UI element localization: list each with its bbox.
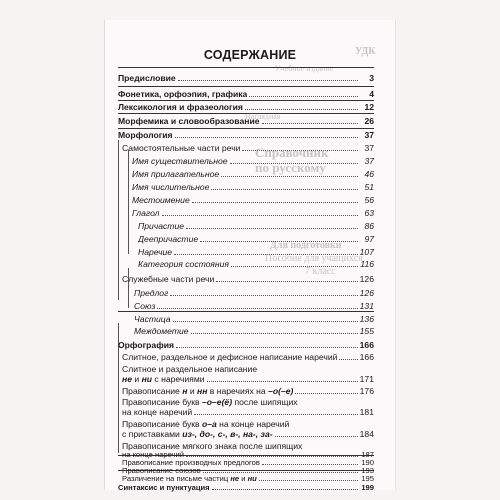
ghost-text-6: Пособие для учащихся xyxy=(265,253,363,264)
toc-entry[interactable]: Правописание союзов 193 xyxy=(122,466,374,475)
toc-entry[interactable]: Имя прилагательное 46 xyxy=(132,169,374,179)
toc-entry[interactable]: Фонетика, орфоэпия, графика 4 xyxy=(118,89,374,99)
toc-entry[interactable]: Синтаксис и пунктуация 199 xyxy=(118,483,374,492)
toc-entry[interactable]: Деепричастие 97 xyxy=(138,234,374,244)
toc-entry[interactable]: Правописание н и нн в наречиях на –о(–е) 176 xyxy=(122,386,374,396)
toc-entry[interactable]: на конце наречий 187 xyxy=(122,450,374,459)
divider xyxy=(118,311,374,312)
ghost-text-4: по русскому xyxy=(255,160,326,175)
toc-entry[interactable]: Слитное, раздельное и дефисное написание наречий 166 xyxy=(122,352,374,362)
divider xyxy=(118,67,374,68)
toc-entry[interactable]: Наречие 107 xyxy=(138,247,374,257)
ghost-text-2: Наглядная xyxy=(245,112,281,121)
toc-entry[interactable]: Лексикология и фразеология 12 xyxy=(118,102,374,112)
ghost-text-3: Справочник xyxy=(255,145,329,160)
divider xyxy=(118,128,374,129)
toc-entry[interactable]: Правописание букв –о–е(ё) после шипящих на конце наречий 181 xyxy=(122,397,374,417)
toc-entry[interactable]: Самостоятельные части речи 37 xyxy=(122,143,374,153)
toc-entry[interactable]: Частица 136 xyxy=(134,314,374,324)
ghost-text-1: Учебное издание xyxy=(275,64,334,73)
toc-entry[interactable]: Предлог 126 xyxy=(134,288,374,298)
toc-entry[interactable]: Предисловие 3 xyxy=(118,73,374,83)
toc-entry[interactable]: Категория состояния 116 xyxy=(138,259,374,269)
ghost-udk: УДК xyxy=(355,46,376,57)
divider xyxy=(118,100,374,101)
toc-entry[interactable]: Морфология 37 xyxy=(118,130,374,140)
toc-entry[interactable]: Морфемика и словообразование 26 xyxy=(118,116,374,126)
toc-entry[interactable]: Орфография 166 xyxy=(118,340,374,350)
toc-entry[interactable]: Имя существительное 37 xyxy=(132,156,374,166)
toc-entry[interactable]: Союз 131 xyxy=(134,301,374,311)
divider xyxy=(118,113,374,114)
toc-entry[interactable]: Глагол 63 xyxy=(132,208,374,218)
toc-entry[interactable]: Правописание производных предлогов 190 xyxy=(122,458,374,467)
toc-entry[interactable]: Различение на письме частиц не и ни 195 xyxy=(122,474,374,483)
divider xyxy=(118,86,374,87)
ghost-text-5: Для подготовки xyxy=(270,240,342,251)
toc-entry[interactable]: Служебные части речи 126 xyxy=(122,274,374,284)
page-title: СОДЕРЖАНИЕ xyxy=(203,48,297,62)
toc-entry[interactable]: Правописание мягкого знака после шипящих xyxy=(122,441,303,451)
indent-rule xyxy=(128,150,129,254)
indent-rule xyxy=(118,140,119,300)
ghost-text-7: 7 класс xyxy=(305,266,336,277)
toc-entry[interactable]: Слитное и раздельное написание не и ни с наречиями 171 xyxy=(122,364,374,384)
toc-entry[interactable]: Междометие 155 xyxy=(134,326,374,336)
toc-entry[interactable]: Причастие 86 xyxy=(138,221,374,231)
toc-entry[interactable]: Правописание букв о–а на конце наречий с приставками из-, до-, с-, в-, на-, за- 184 xyxy=(122,419,374,439)
toc-entry[interactable]: Местоимение 56 xyxy=(132,195,374,205)
toc-entry[interactable]: Имя числительное 51 xyxy=(132,182,374,192)
